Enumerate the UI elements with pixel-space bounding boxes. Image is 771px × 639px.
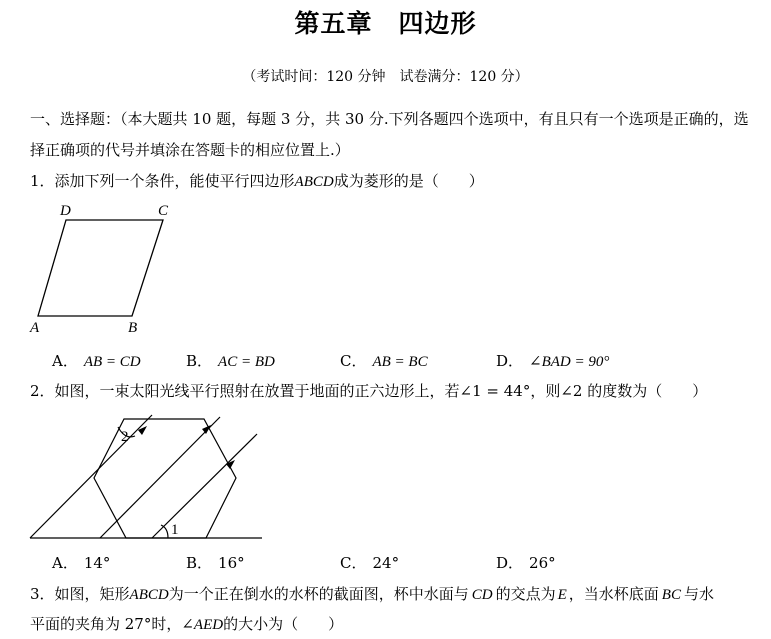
q3-line1-d: ，当水杯底面	[568, 585, 659, 603]
q3-line1-m3: E	[557, 587, 567, 603]
q2-option-c-letter: C．	[340, 554, 367, 572]
q3-line1-b: 为一个正在倒水的水杯的截面图，杯中水面与	[168, 585, 469, 603]
q1-option-a-letter: A．	[52, 352, 78, 370]
q1-text-prefix: 1．添加下列一个条件，能使平行四边形	[30, 172, 295, 190]
q1-option-c-content: AB = BC	[372, 354, 428, 370]
arrow-heads	[138, 425, 235, 469]
q2-hexagon-figure	[30, 415, 262, 538]
page-title: 第五章 四边形	[294, 9, 477, 38]
q1-option-d-content: ∠BAD = 90°	[529, 354, 610, 370]
q3-line1-m2: CD	[471, 587, 493, 603]
q3-line1-m4: BC	[661, 587, 681, 603]
angle-2-label: 2	[121, 429, 129, 445]
q3-line2-b: 的大小为（ ）	[223, 615, 344, 633]
q2-option-c-content: 24°	[372, 554, 400, 572]
q2-option-c[interactable]	[340, 552, 399, 573]
q2-option-d-letter: D．	[496, 554, 524, 572]
q1-option-d[interactable]	[496, 350, 609, 371]
light-ray-1	[30, 415, 152, 538]
regular-hexagon	[94, 419, 236, 538]
q1-text-math: ABCD	[294, 174, 334, 190]
q3-line1-m1: ABCD	[129, 587, 169, 603]
q2-option-d[interactable]	[496, 552, 556, 573]
q3-line2-a: 平面的夹角为 27°时，	[30, 615, 182, 633]
q1-option-d-letter: D．	[496, 352, 524, 370]
q1-option-c[interactable]	[340, 350, 428, 371]
angle-1-label: 1	[171, 522, 179, 538]
q2-option-b[interactable]	[186, 552, 245, 573]
label-c: C	[158, 203, 169, 219]
q2-option-b-content: 16°	[218, 554, 245, 572]
q1-option-a[interactable]	[52, 350, 141, 371]
q3-line1-a: 3．如图，矩形	[30, 585, 130, 603]
q3-line1-e: 与水	[683, 585, 714, 603]
q1-option-a-content: AB = CD	[83, 354, 141, 370]
q1-text-suffix: 成为菱形的是（ ）	[333, 172, 484, 190]
angle-1-arc	[161, 525, 168, 538]
q1-option-b-letter: B．	[186, 352, 213, 370]
q2-option-a-content: 14°	[83, 554, 111, 572]
q2-option-d-content: 26°	[529, 554, 556, 572]
q1-option-c-letter: C．	[340, 352, 367, 370]
question-3-text-cont	[30, 613, 343, 634]
light-ray-3	[152, 434, 257, 538]
section-heading: 一、选择题：（本大题共 10 题，每题 3 分，共 30 分.下列各题四个选项中，有且只有一个选项是正确的，选	[30, 110, 749, 128]
question-2-text: 2．如图，一束太阳光线平行照射在放置于地面的正六边形上，若∠1 = 44°，则∠2 的度数为（ ）	[30, 382, 708, 400]
parallelogram-abcd	[38, 220, 163, 316]
section-heading-cont: 择正确项的代号并填涂在答题卡的相应位置上.）	[30, 141, 350, 159]
label-b: B	[128, 320, 138, 336]
light-ray-2	[100, 417, 220, 538]
label-d: D	[60, 203, 71, 219]
exam-info: （考试时间：120 分钟 试卷满分：120 分）	[242, 69, 529, 85]
q3-line2-m1: ∠AED	[181, 617, 224, 633]
q3-line1-c: 的交点为	[495, 585, 556, 603]
q1-option-b-content: AC = BD	[218, 354, 275, 370]
question-3-text	[30, 583, 714, 604]
label-a: A	[30, 320, 40, 336]
q2-option-a[interactable]	[52, 552, 110, 573]
q1-option-b[interactable]	[186, 350, 275, 371]
q2-option-a-letter: A．	[52, 554, 78, 572]
q2-option-b-letter: B．	[186, 554, 213, 572]
